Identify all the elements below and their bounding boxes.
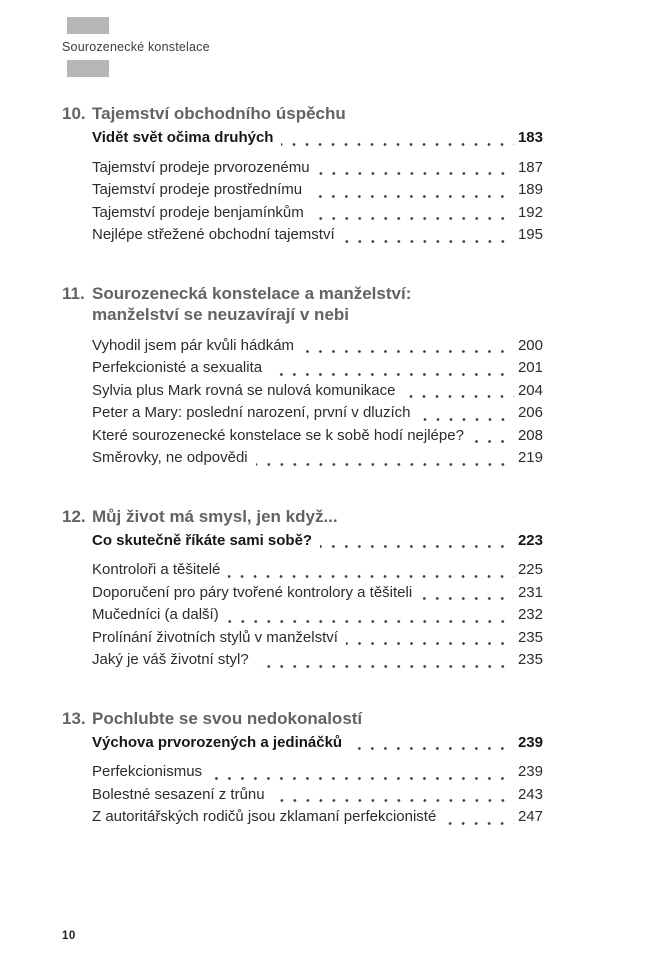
chapter-entries xyxy=(92,530,543,672)
header-bar-top xyxy=(67,17,109,34)
entry-page-number: 232 xyxy=(517,606,543,623)
entry-title: Prolínání životních stylů v manželství xyxy=(92,628,338,646)
toc-entry xyxy=(92,425,543,448)
toc-chapter xyxy=(62,708,543,829)
running-header xyxy=(62,17,210,77)
toc-entry xyxy=(92,732,543,755)
dot-leader xyxy=(315,157,515,180)
dot-leader xyxy=(343,627,515,650)
toc-entry xyxy=(92,179,543,202)
entry-title: Směrovky, ne odpovědi xyxy=(92,449,248,466)
toc-entry xyxy=(92,402,543,425)
chapter-heading xyxy=(62,708,543,729)
toc-entry xyxy=(92,559,543,582)
chapter-entries xyxy=(92,335,543,470)
toc-entry xyxy=(92,761,543,784)
toc-entry xyxy=(92,447,543,470)
toc-entry xyxy=(92,604,543,627)
dot-leader xyxy=(417,582,515,605)
entry-page-number: 200 xyxy=(517,336,543,354)
chapter-number: 13. xyxy=(62,708,86,728)
toc-entry xyxy=(92,380,543,403)
entry-page-number: 219 xyxy=(517,449,543,466)
chapter-title: Pochlubte se svou nedokonalostí xyxy=(92,708,363,728)
entry-title: Vidět svět očima druhých xyxy=(92,129,274,146)
toc-entry xyxy=(92,627,543,650)
entry-title: Tajemství prodeje benjamínkům xyxy=(92,203,304,221)
entry-title: Které sourozenecké konstelace se k sobě hodí nejlépe? xyxy=(92,426,464,444)
entry-page-number: 204 xyxy=(517,381,543,399)
chapter-title: Sourozenecká konstelace a manželství: manželství se neuzavírají v nebi xyxy=(92,283,543,325)
entry-title: Tajemství prodeje prvorozenému xyxy=(92,158,310,176)
entry-page-number: 183 xyxy=(517,129,543,146)
dot-leader xyxy=(441,806,515,829)
entry-page-number: 192 xyxy=(517,203,543,221)
header-bar-bottom xyxy=(67,60,109,77)
entry-title: Z autoritářských rodičů jsou zklamaní perfekcionisté xyxy=(92,808,437,825)
toc-entry xyxy=(92,127,543,150)
chapter-title: Můj život má smysl, jen když... xyxy=(92,506,338,526)
dot-leader xyxy=(278,127,515,150)
entry-page-number: 195 xyxy=(517,226,543,243)
toc-chapter xyxy=(62,283,543,470)
chapter-number: 12. xyxy=(62,506,86,526)
dot-leader xyxy=(309,202,515,225)
chapter-title: Tajemství obchodního úspěchu xyxy=(92,104,346,123)
entry-title: Perfekcionisté a sexualita xyxy=(92,359,263,376)
entry-page-number: 235 xyxy=(517,651,543,668)
dot-leader xyxy=(416,402,515,425)
toc-entry xyxy=(92,357,543,380)
dot-leader xyxy=(270,784,515,807)
entry-page-number: 225 xyxy=(517,561,543,578)
dot-leader xyxy=(299,335,515,358)
dot-leader xyxy=(267,357,515,380)
entry-page-number: 239 xyxy=(517,733,543,751)
dot-leader xyxy=(307,179,515,202)
chapter-heading xyxy=(62,283,543,325)
entry-title: Doporučení pro páry tvořené kontrolory a těšiteli xyxy=(92,583,413,601)
entry-title: Perfekcionismus xyxy=(92,763,203,780)
toc-entry xyxy=(92,806,543,829)
chapter-heading xyxy=(62,103,543,124)
book-title: Sourozenecké konstelace xyxy=(62,40,210,54)
dot-leader xyxy=(224,604,515,627)
entry-title: Tajemství prodeje prostřednímu xyxy=(92,181,303,198)
toc-entry xyxy=(92,157,543,180)
toc-entry xyxy=(92,335,543,358)
entry-title: Bolestné sesazení z trůnu xyxy=(92,785,265,803)
toc-entry xyxy=(92,649,543,672)
entry-page-number: 235 xyxy=(517,628,543,646)
entry-page-number: 247 xyxy=(517,808,543,825)
entry-page-number: 189 xyxy=(517,181,543,198)
entry-page-number: 231 xyxy=(517,583,543,601)
entry-title: Jaký je váš životní styl? xyxy=(92,651,249,668)
entry-title: Peter a Mary: poslední narození, první v dluzích xyxy=(92,404,411,421)
entry-title: Kontroloři a těšitelé xyxy=(92,561,221,578)
entry-page-number: 201 xyxy=(517,359,543,376)
entry-title: Mučedníci (a další) xyxy=(92,606,219,623)
dot-leader xyxy=(254,649,515,672)
toc-entry xyxy=(92,784,543,807)
toc-entry xyxy=(92,224,543,247)
dot-leader xyxy=(340,224,515,247)
entry-title: Sylvia plus Mark rovná se nulová komunikace xyxy=(92,381,396,399)
folio-page-number: 10 xyxy=(62,930,76,942)
chapter-number: 11. xyxy=(62,283,85,303)
dot-leader xyxy=(317,530,515,553)
entry-title: Nejlépe střežené obchodní tajemství xyxy=(92,226,335,243)
dot-leader xyxy=(347,732,515,755)
entry-page-number: 239 xyxy=(517,763,543,780)
chapter-heading xyxy=(62,506,543,527)
chapter-title-line2: manželství se neuzavírají v nebi xyxy=(92,304,350,324)
chapter-entries xyxy=(92,127,543,247)
dot-leader xyxy=(207,761,515,784)
toc-entry xyxy=(92,530,543,553)
entry-page-number: 223 xyxy=(517,531,543,549)
entry-page-number: 243 xyxy=(517,785,543,803)
entry-title: Výchova prvorozených a jedináčků xyxy=(92,733,343,751)
toc-entry xyxy=(92,582,543,605)
entry-page-number: 187 xyxy=(517,158,543,176)
entry-title: Co skutečně říkáte sami sobě? xyxy=(92,531,313,549)
entry-page-number: 208 xyxy=(517,426,543,444)
toc-chapter xyxy=(62,506,543,672)
entry-title: Vyhodil jsem pár kvůli hádkám xyxy=(92,336,295,354)
dot-leader xyxy=(225,559,515,582)
chapter-entries xyxy=(92,732,543,829)
dot-leader xyxy=(400,380,514,403)
chapter-number: 10. xyxy=(62,104,86,123)
dot-leader xyxy=(469,425,515,448)
dot-leader xyxy=(253,447,515,470)
table-of-contents xyxy=(62,103,543,865)
toc-chapter xyxy=(62,103,543,247)
toc-entry xyxy=(92,202,543,225)
entry-page-number: 206 xyxy=(517,404,543,421)
